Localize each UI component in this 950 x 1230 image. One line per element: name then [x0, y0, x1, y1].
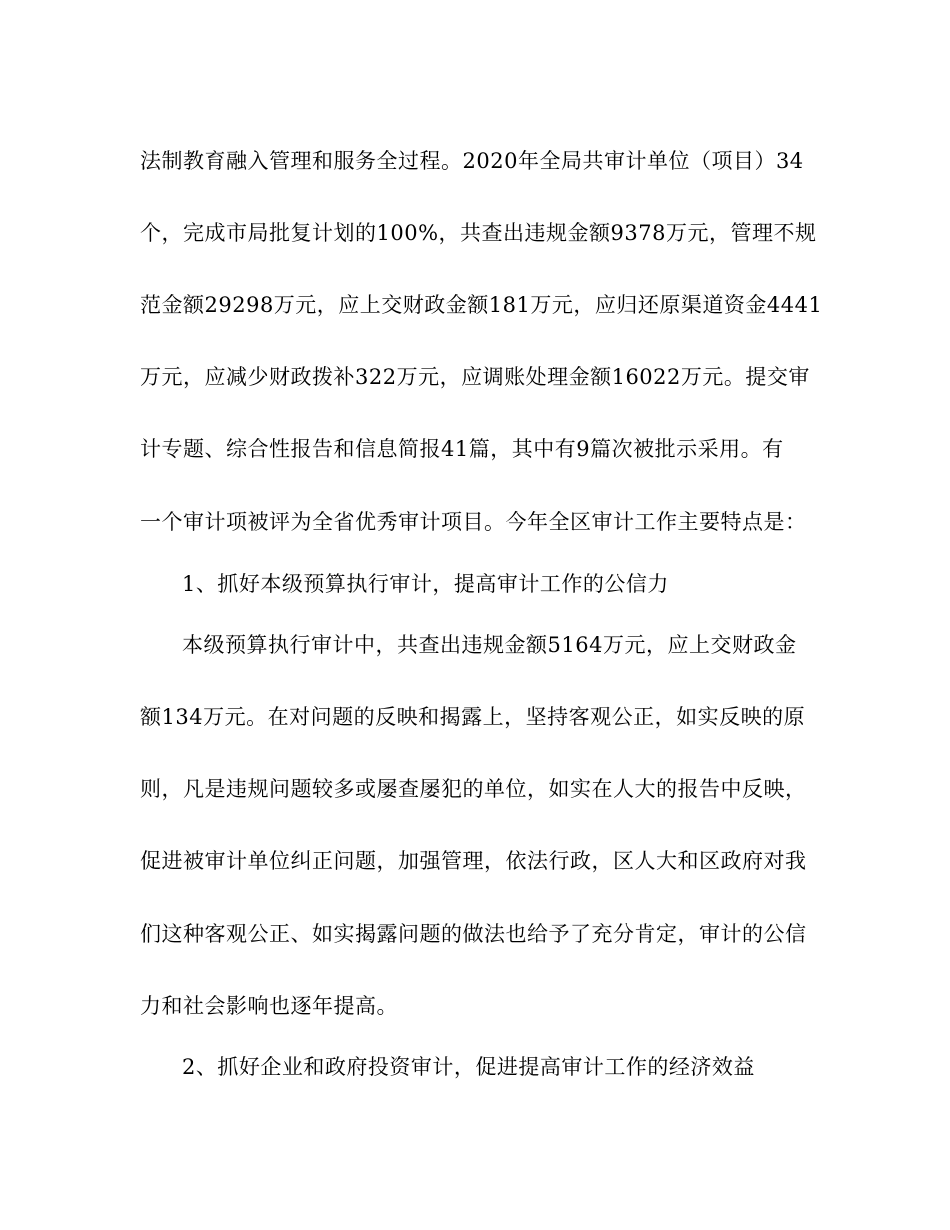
paragraph-line-2: 个，完成市局批复计划的100%，共查出违规金额9378万元，管理不规 [140, 221, 817, 245]
paragraph-line-10: 促进被审计单位纠正问题，加强管理，依法行政，区人大和区政府对我 [140, 849, 807, 873]
paragraph-line-8: 额134万元。在对问题的反映和揭露上，坚持客观公正，如实反映的原 [140, 705, 806, 729]
paragraph-line-12: 力和社会影响也逐年提高。 [140, 994, 398, 1018]
section-heading-1: 1、抓好本级预算执行审计，提高审计工作的公信力 [182, 572, 669, 596]
paragraph-line-9: 则，凡是违规问题较多或屡查屡犯的单位，如实在人大的报告中反映， [140, 777, 807, 801]
paragraph-line-4: 万元，应减少财政拨补322万元，应调账处理金额16022万元。提交审 [140, 365, 810, 389]
paragraph-line-5: 计专题、综合性报告和信息简报41篇，其中有9篇次被批示采用。有 [140, 437, 784, 461]
paragraph-line-6: 一个审计项被评为全省优秀审计项目。今年全区审计工作主要特点是： [140, 510, 807, 534]
paragraph-line-7: 本级预算执行审计中，共查出违规金额5164万元，应上交财政金 [182, 633, 797, 657]
paragraph-line-11: 们这种客观公正、如实揭露问题的做法也给予了充分肯定，审计的公信 [140, 922, 807, 946]
paragraph-line-1: 法制教育融入管理和服务全过程。2020年全局共审计单位（项目）34 [140, 149, 804, 173]
section-heading-2: 2、抓好企业和政府投资审计，促进提高审计工作的经济效益 [182, 1055, 755, 1079]
paragraph-line-3: 范金额29298万元，应上交财政金额181万元，应归还原渠道资金4441 [140, 293, 823, 317]
